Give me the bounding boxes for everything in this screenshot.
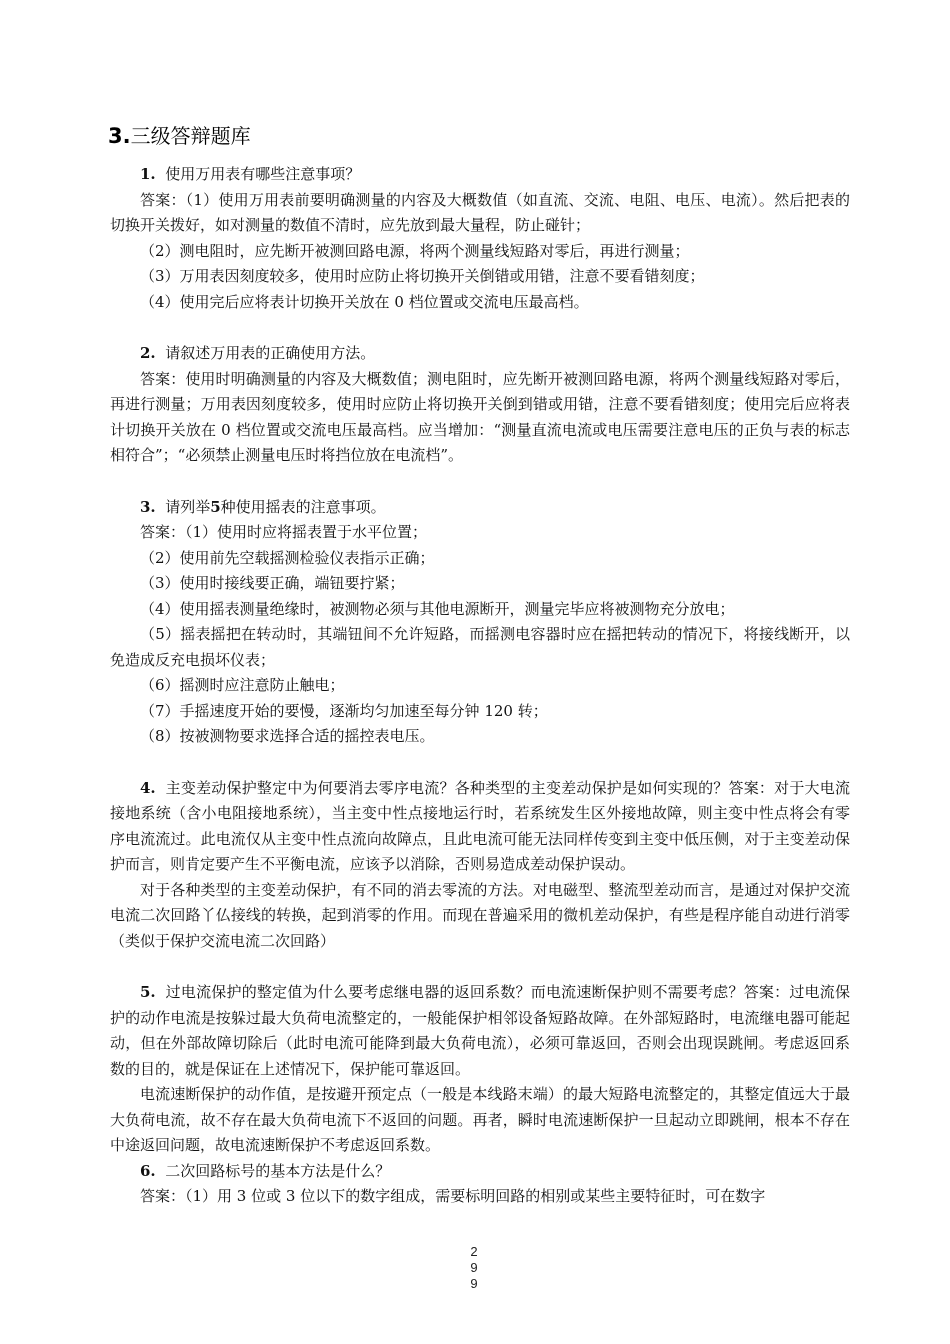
question-1 <box>110 162 850 188</box>
spacer <box>110 750 850 776</box>
question-2 <box>110 341 850 367</box>
spacer <box>110 954 850 980</box>
question-number: 1. <box>140 165 156 183</box>
question-6 <box>110 1159 850 1185</box>
page-number-digit: 9 <box>470 1260 478 1275</box>
question-text: 请叙述万用表的正确使用方法。 <box>165 344 376 362</box>
question-4 <box>110 776 850 878</box>
question-answer-text: 主变差动保护整定中为何要消去零序电流？各种类型的主变差动保护是如何实现的？答案：对于大电流接地系统（含小电阻接地系统），当主变中性点接地运行时，若系统发生区外接地故障，则主变中性点将会有零序电流流过。此电流仅从主变中性点流向故障点，且此电流可能无法同样传变到主变中低压侧，对于主变差动保护而言，则肯定要产生不平衡电流，应该予以消除，否则易造成差动保护误动。 <box>110 778 850 873</box>
spacer <box>110 469 850 495</box>
answer-paragraph: 对于各种类型的主变差动保护，有不同的消去零流的方法。对电磁型、整流型差动而言，是通过对保护交流电流二次回路丫仏接线的转换，起到消零的作用。而现在普遍采用的微机差动保护，有些是程序能自动进行消零（类似于保护交流电流二次回路） <box>110 880 850 950</box>
question-number: 4. <box>140 778 156 797</box>
answer-item: （5）摇表摇把在转动时，其端钮间不允许短路，而摇测电容器时应在摇把转动的情况下，将接线断开，以免造成反充电损坏仪表； <box>110 625 850 669</box>
question-text: 使用万用表有哪些注意事项？ <box>165 165 361 183</box>
question-answer-text: 过电流保护的整定值为什么要考虑继电器的返回系数？而电流速断保护则不需要考虑？答案：过电流保护的动作电流是按躲过最大负荷电流整定的，一般能保护相邻设备短路故障。在外部短路时，电流继电器可能起动，但在外部故障切除后（此时电流可能降到最大负荷电流），必须可靠返回，否则会出现误跳闸。考虑返回系数的目的，就是保证在上述情况下，保护能可靠返回。 <box>110 983 850 1078</box>
question-3 <box>110 495 850 521</box>
answer-item: （4）使用摇表测量绝缘时，被测物必须与其他电源断开，测量完毕应将被测物充分放电； <box>140 599 735 618</box>
answer-item: （4）使用完后应将表计切换开关放在 0 档位置或交流电压最高档。 <box>140 292 589 311</box>
answer-item: （3）使用时接线要正确，端钮要拧紧； <box>140 574 405 592</box>
question-text-pre: 请列举 <box>165 497 211 516</box>
question-count: 5 <box>210 497 221 516</box>
page-number <box>462 1244 486 1292</box>
document-body <box>110 162 850 1210</box>
section-heading <box>108 122 251 150</box>
section-title: 三级答辩题库 <box>130 124 251 148</box>
question-number: 2. <box>140 344 156 362</box>
answer-paragraph: 答案：（1）使用万用表前要明确测量的内容及大概数值（如直流、交流、电阻、电压、电流）。然后把表的切换开关拨好，如对测量的数值不清时，应先放到最大量程，防止碰针； <box>110 190 850 234</box>
answer-item: （3）万用表因刻度较多，使用时应防止将切换开关倒错或用错，注意不要看错刻度； <box>140 267 705 285</box>
answer-item: （6）摇测时应注意防止触电； <box>140 676 345 694</box>
section-number: 3. <box>108 124 131 148</box>
answer-paragraph: 答案：使用时明确测量的内容及大概数值；测电阻时，应先断开被测回路电源，将两个测量线短路对零后，再进行测量；万用表因刻度较多，使用时应防止将切换开关倒到错或用错，注意不要看错刻度；使用完后应将表计切换开关放在 0 档位置或交流电压最高档。应当增加：“测量直流电流或电压需要注意电压的正负与表的标志相符合”；“必须禁止测量电压时将挡位放在电流档”。 <box>110 369 850 464</box>
page-number-digit: 2 <box>470 1244 478 1259</box>
question-number: 5. <box>140 983 156 1001</box>
answer-item: （2）使用前先空载摇测检验仪表指示正确； <box>140 548 435 567</box>
answer-item: （2）测电阻时，应先断开被测回路电源，将两个测量线短路对零后，再进行测量； <box>140 241 690 260</box>
answer-item: （8）按被测物要求选择合适的摇控表电压。 <box>140 727 435 745</box>
answer-paragraph: 电流速断保护的动作值，是按避开预定点（一般是本线路末端）的最大短路电流整定的，其整定值远大于最大负荷电流，故不存在最大负荷电流下不返回的问题。再者，瞬时电流速断保护一旦起动立即跳闸，根本不存在中途返回问题，故电流速断保护不考虑返回系数。 <box>110 1085 850 1154</box>
answer-paragraph: 答案：（1）用 3 位或 3 位以下的数字组成，需要标明回路的相别或某些主要特征时，可在数字 <box>140 1187 766 1205</box>
question-text: 二次回路标号的基本方法是什么？ <box>165 1161 391 1180</box>
question-number: 6. <box>140 1161 156 1180</box>
question-text-post: 种使用摇表的注意事项。 <box>220 497 386 516</box>
question-5 <box>110 980 850 1082</box>
answer-paragraph: 答案：（1）使用时应将摇表置于水平位置； <box>140 523 428 541</box>
spacer <box>110 315 850 341</box>
question-number: 3. <box>140 497 156 516</box>
page-number-digit: 9 <box>470 1276 478 1291</box>
answer-item: （7）手摇速度开始的要慢，逐渐均匀加速至每分钟 120 转； <box>140 701 548 720</box>
